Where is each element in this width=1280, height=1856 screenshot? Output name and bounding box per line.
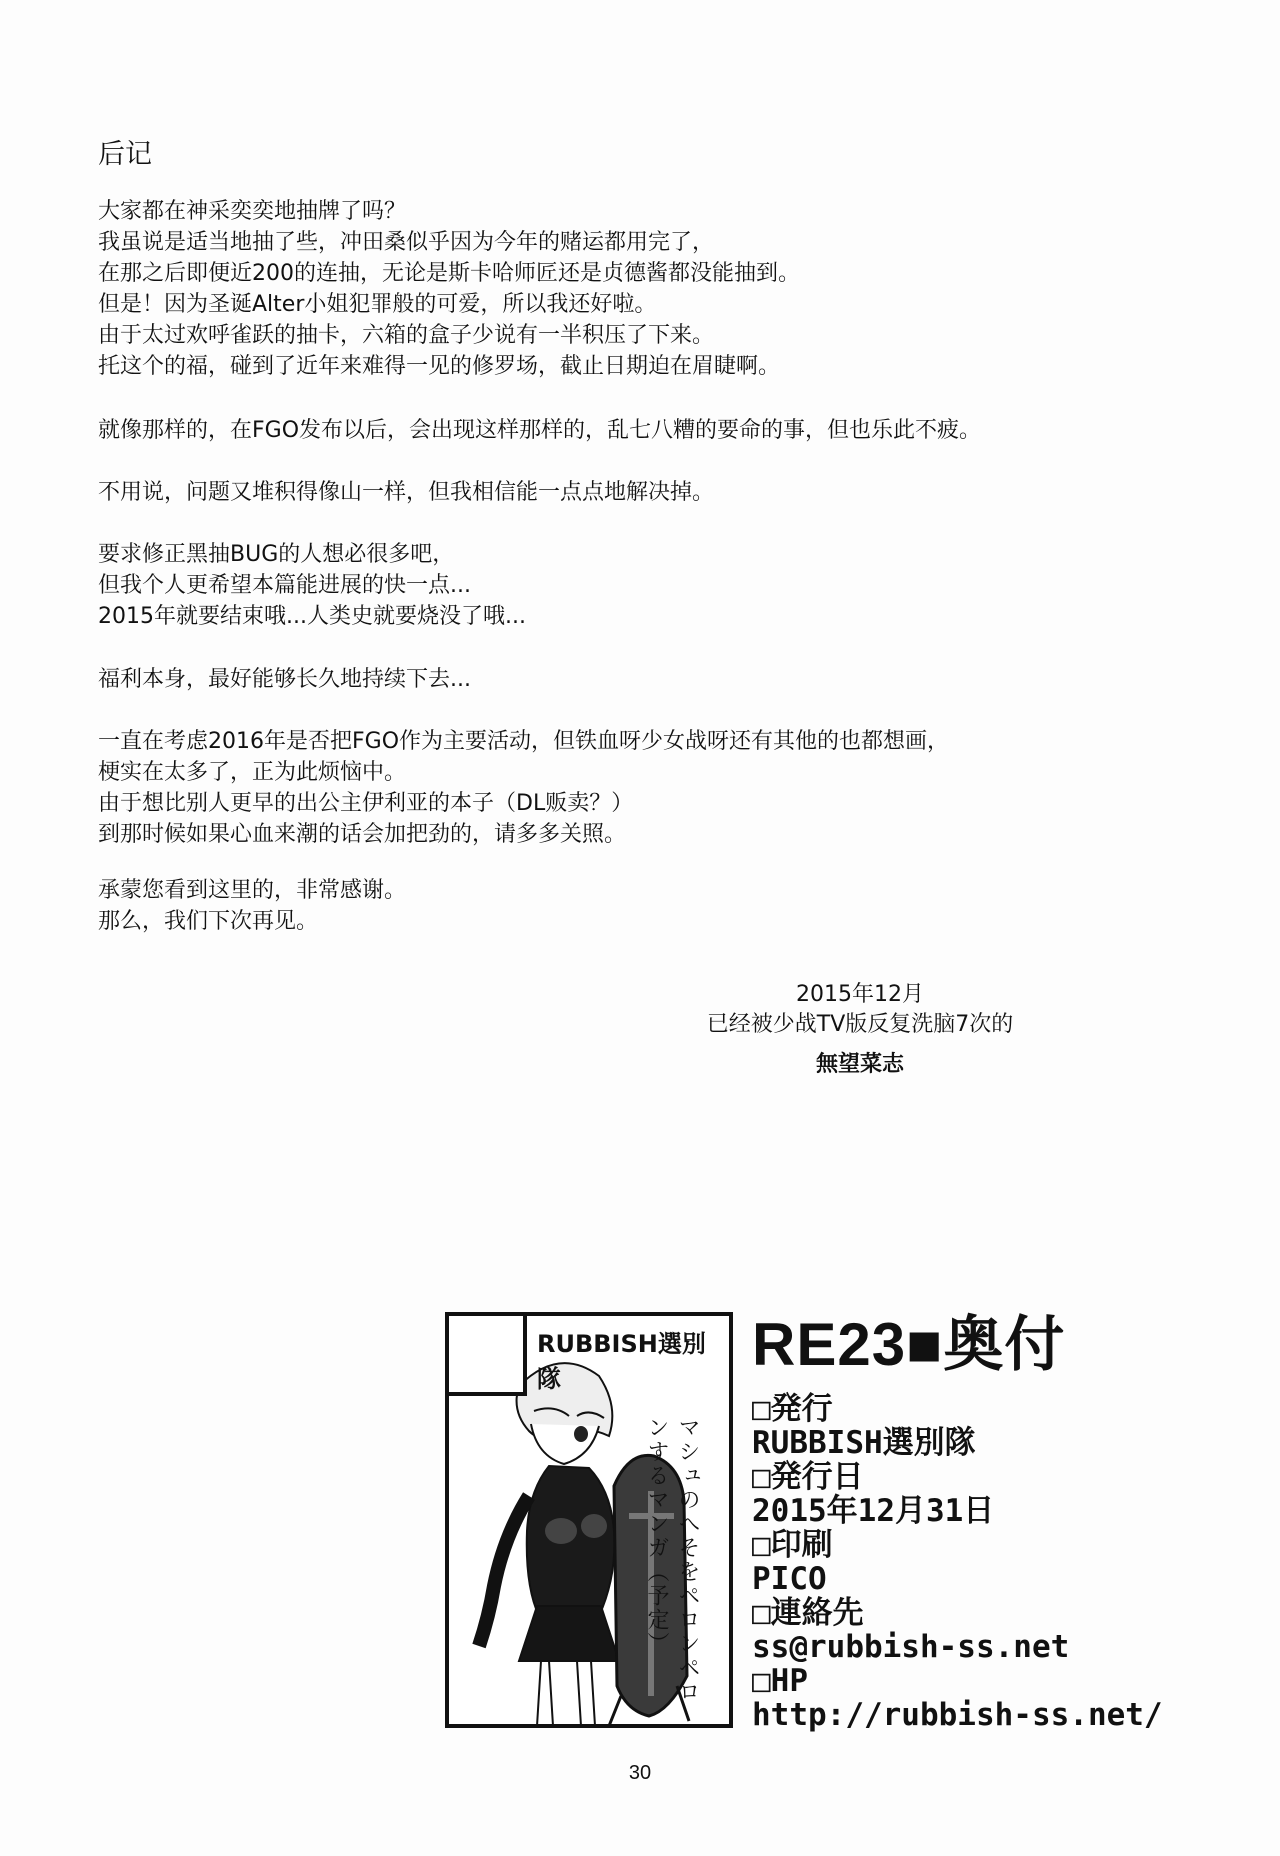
cover-circle-name: RUBBISH選別隊 [537, 1330, 706, 1393]
paragraph-7: 承蒙您看到这里的，非常感谢。 那么，我们下次再见。 [98, 878, 407, 934]
afterword-signature-line: 已经被少战TV版反复洗脑7次的 [706, 1012, 1014, 1037]
cover-corner-notch [445, 1312, 527, 1396]
paragraph-3: 不用说，问题又堆积得像山一样，但我相信能一点点地解决掉。 [98, 480, 715, 505]
paragraph-6: 一直在考虑2016年是否把FGO作为主要活动，但铁血呀少女战呀还有其他的也都想画， 梗实在太多了，正为此烦恼中。 由于想比别人更早的出公主伊利亚的本子（DL贩卖？） 到那时候如果心血来潮的话会加把劲的，请多多关照。 [98, 729, 950, 847]
colophon-date: 2015年12月31日 [752, 1493, 995, 1529]
paragraph-2: 就像那样的，在FGO发布以后，会出现这样那样的，乱七八糟的要命的事，但也乐此不疲。 [98, 418, 982, 443]
cover-thumbnail [445, 1312, 733, 1728]
afterword-date: 2015年12月 [796, 982, 924, 1007]
colophon-label-publisher: □発行 [752, 1391, 833, 1427]
colophon-publisher: RUBBISH選別隊 [752, 1425, 976, 1461]
paragraph-1: 大家都在神采奕奕地抽牌了吗？ 我虽说是适当地抽了些，冲田桑似乎因为今年的赌运都用完了， 在那之后即便近200的连抽，无论是斯卡哈师匠还是贞德酱都没能抽到。 但是！因为圣诞Alter小姐犯罪般的可爱，所以我还好啦。 由于太过欢呼雀跃的抽卡，六箱的盒子少说有一半积压了下来。 托这个的福，碰到了近年来难得一见的修罗场，截止日期迫在眉睫啊。 [98, 199, 800, 379]
page-number: 30 [628, 1762, 652, 1784]
afterword-author: 無望菜志 [815, 1052, 904, 1077]
paragraph-4: 要求修正黑抽BUG的人想必很多吧， 但我个人更希望本篇能进展的快一点... 2015年就要结束哦...人类史就要烧没了哦... [98, 542, 526, 629]
cover-vertical-caption: マシュのへそをペロンペロンするマンガ（予定） [644, 1416, 700, 1704]
paragraph-5: 福利本身，最好能够长久地持续下去... [98, 667, 471, 692]
colophon-label-date: □発行日 [752, 1459, 864, 1495]
colophon-label-printer: □印刷 [752, 1527, 833, 1563]
colophon-label-contact: □連絡先 [752, 1595, 864, 1631]
colophon-printer: PICO [752, 1561, 827, 1597]
colophon-homepage-url: http://rubbish-ss.net/ [752, 1697, 1163, 1733]
afterword-heading: 后记 [98, 139, 152, 170]
colophon-title: RE23■奥付 [752, 1311, 1066, 1378]
colophon-label-homepage: □HP [752, 1663, 808, 1699]
colophon-contact-email: ss@rubbish-ss.net [752, 1629, 1070, 1665]
